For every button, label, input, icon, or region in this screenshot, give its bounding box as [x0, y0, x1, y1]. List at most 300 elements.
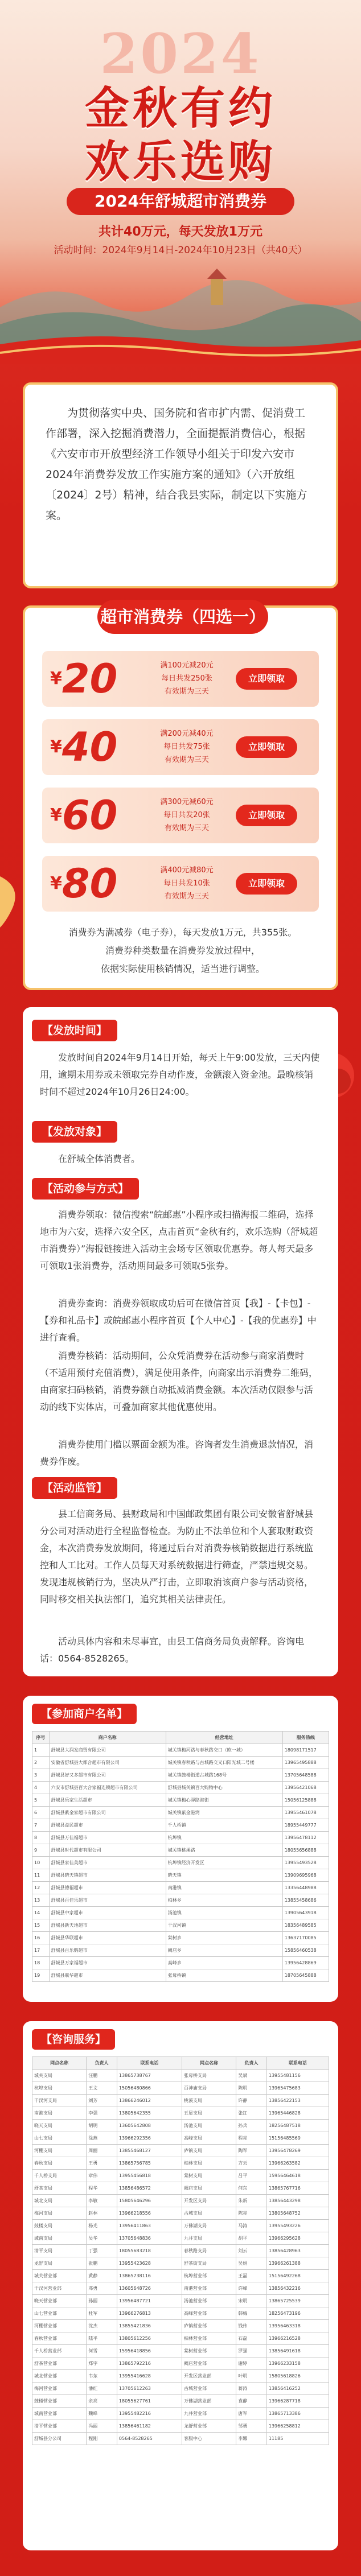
table-cell: 开发区支局 [182, 2195, 236, 2207]
table-cell: 何雪 [87, 2345, 117, 2357]
column-header: 经营地址 [166, 1732, 282, 1744]
table-cell: 万佛湖支局 [182, 2220, 236, 2232]
table-row [32, 2245, 329, 2257]
table-cell: 15956418856 [117, 2345, 182, 2357]
table-cell: 晓天支局 [32, 2120, 87, 2132]
table-cell: 13856422153 [266, 2095, 329, 2107]
table-cell: 6 [32, 1807, 50, 1819]
table-cell: 六安市舒城县百大合家福连锁超市有限公司 [49, 1782, 166, 1794]
table-cell: 五显支局 [182, 2107, 236, 2120]
table-cell: 韦东 [87, 2370, 117, 2383]
table-cell: 山七营业部 [32, 2307, 87, 2320]
table-cell: 唐军 [236, 2408, 267, 2420]
currency-symbol: ¥ [50, 669, 62, 689]
table-cell: 宋明 [236, 2295, 267, 2307]
table-cell: 17 [32, 1944, 50, 1957]
table-cell: 舒城县中家超市 [49, 1907, 166, 1919]
table-cell: 阙店支局 [182, 2182, 236, 2195]
table-row [32, 2107, 329, 2120]
table-cell: 0564-8528265 [117, 2433, 182, 2445]
table-cell: 舒茶街支局 [182, 2257, 236, 2270]
table-cell: 冯丽 [87, 2420, 117, 2433]
table-cell: 干汊河营业部 [32, 2282, 87, 2295]
table-cell: 梅河支局 [32, 2207, 87, 2220]
table-cell: 汪鹏 [87, 2070, 117, 2082]
table-cell: 开发区营业部 [182, 2370, 236, 2383]
table-cell: 干汊河支局 [32, 2095, 87, 2107]
method-heading: 【活动参与方式】 [32, 1178, 139, 1200]
method-text-query: 消费券查询：消费券领取成功后可在微信首页【我】-【卡包】-【券和礼品卡】或皖邮惠小程序首页【个人中心】-【我的优惠券】中进行查看。 [40, 1298, 317, 1343]
table-row [32, 1807, 329, 1819]
table-cell: 舒城县分公司 [32, 2433, 87, 2445]
table-cell: 13909695968 [282, 1869, 329, 1882]
table-cell: 13637170085 [282, 1932, 329, 1944]
table-cell: 13865756785 [117, 2157, 182, 2170]
table-cell: 舒城县益民超市 [49, 1819, 166, 1832]
table-cell: 王文 [87, 2082, 117, 2095]
table-cell: 晓天镇 [166, 1869, 282, 1882]
table-cell: 15156485569 [266, 2132, 329, 2145]
table-cell: 1 [32, 1744, 50, 1757]
table-cell: 程刚 [87, 2433, 117, 2445]
table-cell: 13605648726 [117, 2282, 182, 2295]
table-row [32, 1932, 329, 1944]
table-cell: 杨光 [87, 2220, 117, 2232]
table-cell: 汤池支局 [182, 2120, 236, 2132]
coupon-rules: 满400元减80元 每日共发10张 有效期为三天 [160, 866, 214, 901]
table-cell: 柏林支局 [182, 2157, 236, 2170]
table-cell: 13966292356 [117, 2132, 182, 2145]
table-cell: 8 [32, 1832, 50, 1844]
table-cell: 13966216528 [266, 2332, 329, 2345]
table-cell: 13865738116 [117, 2270, 182, 2282]
table-cell: 梅河营业部 [32, 2383, 87, 2395]
table-cell: 杭埠镇经济开发区 [166, 1857, 282, 1869]
coupon-amount: ¥80 [50, 860, 118, 907]
table-cell: 韩梅 [236, 2307, 267, 2320]
intro-card [23, 382, 338, 588]
table-cell: 春秋营业部 [32, 2332, 87, 2345]
table-row [32, 2095, 329, 2107]
table-cell: 13966287718 [266, 2395, 329, 2408]
table-row [32, 2082, 329, 2095]
table-cell: 舒城县晓天镇超市 [49, 1869, 166, 1882]
table-cell: 13966258812 [266, 2420, 329, 2433]
table-cell: 13805648752 [266, 2207, 329, 2220]
hero-slogan: 共计40万元，每天发放1万元 [99, 225, 262, 239]
table-cell: 李娜 [236, 2433, 267, 2445]
coupon-amount: ¥20 [50, 656, 118, 702]
table-cell: 潘红 [87, 2383, 117, 2395]
table-cell: 郑宇 [87, 2357, 117, 2370]
table-cell: 九井支局 [182, 2232, 236, 2245]
hero-title-line2: 欢乐选购 [84, 136, 276, 188]
table-cell: 庐镇营业部 [182, 2320, 236, 2332]
table-row [32, 2345, 329, 2357]
gold-ribbon-left [0, 865, 25, 933]
table-cell: 9 [32, 1844, 50, 1857]
table-cell: 南港支局 [32, 2107, 87, 2120]
table-cell: 谢婷 [236, 2357, 267, 2370]
table-cell: 古城支局 [182, 2207, 236, 2220]
table-cell: 18256473196 [266, 2307, 329, 2320]
table-cell: 13955493528 [282, 1857, 329, 1869]
table-cell: 李敏 [87, 2195, 117, 2207]
table-row [32, 2220, 329, 2232]
coupon-item [42, 651, 319, 707]
table-row [32, 2332, 329, 2345]
table-cell: 15056125888 [282, 1794, 329, 1807]
table-cell: 城南营业部 [32, 2408, 87, 2420]
table-cell: 高峰乡 [166, 1957, 282, 1969]
table-cell: 城关镇桃溪路 [166, 1844, 282, 1857]
table-row [32, 1857, 329, 1869]
table-row [32, 2195, 329, 2207]
hero-year: 2024 [100, 22, 261, 86]
coupon-amount: ¥40 [50, 724, 118, 770]
table-cell: 黄静 [87, 2270, 117, 2282]
table-cell: 钱伟 [236, 2320, 267, 2332]
coupon-item [42, 788, 319, 843]
table-cell: 13965475683 [266, 2082, 329, 2095]
table-cell: 13865725539 [266, 2295, 329, 2307]
table-cell: 许静 [236, 2095, 267, 2107]
intro-text: 为贯彻落实中央、国务院和省市扩内需、促消费工作部署，深入挖掘消费潜力，全面提振消费信心，根据《六安市市开放型经济工作领导小组关于印发六安市2024年消费券发放工作实施方案的通知》（六开放组〔2024〕2号）精神，结合我县实际，制定以下实施方案。 [46, 407, 307, 522]
table-cell: 城关镇梅心驿路港街 [166, 1794, 282, 1807]
table-row [32, 2070, 329, 2082]
table-row [32, 1744, 329, 1757]
table-cell: 陈明 [236, 2082, 267, 2095]
table-cell: 13705648836 [117, 2232, 182, 2245]
table-row [32, 2383, 329, 2395]
currency-symbol: ¥ [50, 737, 62, 757]
table-row [32, 2282, 329, 2295]
table-cell: 蒋涛 [236, 2383, 267, 2395]
table-cell: 柏林营业部 [182, 2332, 236, 2345]
merchant-heading: 【参加商户名单】 [32, 1704, 137, 1724]
table-cell: 城关镇春秋路与古城路交叉口阳光城二号楼 [166, 1757, 282, 1769]
table-cell: 13856443298 [266, 2195, 329, 2207]
column-header: 联系电话 [117, 2057, 182, 2070]
claim-button[interactable]: 立即领取 [236, 873, 297, 895]
table-cell: 舒城县新天地超市 [49, 1919, 166, 1932]
table-cell: 陈亮 [236, 2207, 267, 2220]
table-cell: 13966276813 [117, 2307, 182, 2320]
table-cell: 刘云 [236, 2245, 267, 2257]
table-cell: 舒城县百佳乐超市 [49, 1894, 166, 1907]
table-cell: 南港镇 [166, 1882, 282, 1894]
table-cell: 13865738767 [117, 2070, 182, 2082]
table-cell: 18055627761 [117, 2395, 182, 2408]
table-cell: 18 [32, 1957, 50, 1969]
table-cell: 客服中心 [182, 2433, 236, 2445]
column-header: 网点名称 [32, 2057, 87, 2070]
table-row [32, 1819, 329, 1832]
table-cell: 15 [32, 1919, 50, 1932]
table-cell: 棠树乡 [166, 1932, 282, 1944]
table-cell: 7 [32, 1819, 50, 1832]
table-cell: 12 [32, 1882, 50, 1894]
table-cell: 程华 [87, 2182, 117, 2195]
column-header: 联系电话 [266, 2057, 329, 2070]
service-heading: 【咨询服务】 [32, 2029, 115, 2050]
table-cell: 18955449777 [282, 1819, 329, 1832]
table-cell: 15805618826 [266, 2370, 329, 2383]
table-cell: 袁静 [236, 2395, 267, 2408]
column-header: 序号 [32, 1732, 50, 1744]
table-row [32, 1944, 329, 1957]
table-cell: 19 [32, 1969, 50, 1982]
table-cell: 杭埠营业部 [182, 2270, 236, 2282]
table-cell: 13855468127 [117, 2145, 182, 2157]
table-cell: 15956464618 [266, 2170, 329, 2182]
table-cell: 河棚支局 [32, 2145, 87, 2157]
coupon-rules: 满100元减20元 每日共发250张 有效期为三天 [160, 661, 214, 696]
method-text-claim: 消费券领取：微信搜索“皖邮惠”小程序或扫描海报二维码，选择地市为六安，选择六安全区，点击首页“金秋有约，欢乐选购（舒城超市消费券）”海报链接进入活动主会场专区领取优惠券。每人每天最多可领取1张消费券，活动期间最多可领取5张券。 [40, 1209, 318, 1271]
merchant-table [32, 1731, 329, 1982]
table-cell: 古城营业部 [182, 2383, 236, 2395]
table-cell: 吕平 [236, 2170, 267, 2182]
table-row [32, 1969, 329, 1982]
table-cell: 清平营业部 [32, 2420, 87, 2433]
table-cell: 18098171517 [282, 1744, 329, 1757]
table-cell: 13856491618 [266, 2345, 329, 2357]
table-row [32, 2370, 329, 2383]
table-cell: 13955493226 [266, 2220, 329, 2232]
table-cell: 2 [32, 1757, 50, 1769]
table-cell: 舒城县乐家生活超市 [49, 1794, 166, 1807]
table-cell: 13856416252 [266, 2383, 329, 2395]
hero-banner [0, 0, 361, 364]
table-cell: 山七支局 [32, 2132, 87, 2145]
service-card [23, 2021, 338, 2550]
table-cell: 章伟 [87, 2170, 117, 2182]
table-cell: 13965495888 [282, 1757, 329, 1769]
table-cell: 胡平 [236, 2232, 267, 2245]
table-cell: 龙舒营业部 [182, 2420, 236, 2433]
table-cell: 吴华 [87, 2232, 117, 2245]
table-cell: 舒城县华联超市 [49, 1932, 166, 1944]
table-row [32, 1769, 329, 1782]
table-cell: 18055683218 [117, 2245, 182, 2257]
target-text: 在舒城全体消费者。 [58, 1153, 141, 1164]
table-cell: 13865767716 [266, 2182, 329, 2195]
table-row [32, 2232, 329, 2245]
table-cell: 13805612256 [117, 2332, 182, 2345]
table-cell: 舒城县大润发商贸有限公司 [49, 1744, 166, 1757]
hero-subtitle: 2024年舒城超市消费券 [67, 188, 294, 215]
table-row [32, 1757, 329, 1769]
table-cell: 春秋支局 [32, 2157, 87, 2170]
table-cell: 13956421068 [282, 1782, 329, 1794]
table-cell: 13905643918 [282, 1907, 329, 1919]
claim-button[interactable]: 立即领取 [236, 736, 297, 758]
table-cell: 百神庙支局 [182, 2082, 236, 2095]
table-cell: 16 [32, 1932, 50, 1944]
supervise-text: 县工信商务局、县财政局和中国邮政集团有限公司安徽省舒城县分公司对活动进行全程监督检查。为防止不法单位和个人套取财政资金，本次消费券发放期间，将通过后台对消费券核销数据进行系统监控和人工比对。工作人员每天对系统数据进行筛查，严禁违规交易。发现违规核销行为，坚决从严打击，立即取消该商户参与活动资格，同时移交相关执法部门，追究其相关法律责任。 [40, 1508, 314, 1605]
table-cell: 万佛湖营业部 [182, 2395, 236, 2408]
table-cell: 河棚营业部 [32, 2320, 87, 2332]
table-cell: 13956411863 [117, 2220, 182, 2232]
method-text-threshold: 消费券使用门槛以票面金额为准。咨询者发生消费退款情况，消费券作废。 [40, 1439, 314, 1467]
table-cell: 13956428869 [282, 1957, 329, 1969]
table-cell: 舒城县好又多超市有限公司 [49, 1769, 166, 1782]
table-cell: 13966233158 [266, 2357, 329, 2370]
table-cell: 龙舒支局 [32, 2257, 87, 2270]
table-cell: 13955456818 [117, 2170, 182, 2182]
table-cell: 柏林乡 [166, 1894, 282, 1907]
table-row [32, 1907, 329, 1919]
table-cell: 城北支局 [32, 2195, 87, 2207]
table-cell: 棠树支局 [182, 2170, 236, 2182]
table-cell: 城南支局 [32, 2232, 87, 2245]
table-cell: 千人桥营业部 [32, 2345, 87, 2357]
table-cell: 城北营业部 [32, 2370, 87, 2383]
table-cell: 春秋路支局 [182, 2245, 236, 2257]
table-cell: 王磊 [236, 2270, 267, 2282]
currency-symbol: ¥ [50, 873, 62, 893]
table-row [32, 1919, 329, 1932]
table-cell: 13805642355 [117, 2107, 182, 2120]
table-cell: 13966218556 [117, 2207, 182, 2220]
table-cell: 杜军 [87, 2307, 117, 2320]
target-heading: 【发放对象】 [32, 1121, 117, 1143]
service-table [32, 2056, 329, 2445]
table-row [32, 2132, 329, 2145]
table-cell: 张母桥支局 [182, 2070, 236, 2082]
table-cell: 阙店营业部 [182, 2357, 236, 2370]
table-row [32, 1794, 329, 1807]
table-row [32, 2420, 329, 2433]
table-cell: 13856428963 [266, 2245, 329, 2257]
table-cell: 舒城县联华超市 [49, 1969, 166, 1982]
table-cell: 吴娟 [236, 2257, 267, 2270]
table-cell: 魏峰 [87, 2408, 117, 2420]
table-cell: 千人桥支局 [32, 2170, 87, 2182]
table-cell: 13855458686 [282, 1894, 329, 1907]
table-cell: 13956478112 [282, 1832, 329, 1844]
table-cell: 干汊河镇 [166, 1919, 282, 1932]
table-cell: 王勇 [87, 2157, 117, 2170]
table-cell: 5 [32, 1794, 50, 1807]
table-cell: 13856461182 [117, 2420, 182, 2433]
table-row [32, 2182, 329, 2195]
merchant-list-card [23, 1696, 338, 2002]
table-cell: 13865713386 [266, 2408, 329, 2420]
table-cell: 许峰 [236, 2282, 267, 2295]
table-cell: 叶明 [236, 2370, 267, 2383]
table-cell: 孙兵 [236, 2120, 267, 2132]
supervise-heading: 【活动监管】 [32, 1477, 117, 1499]
table-cell: 高峰营业部 [182, 2307, 236, 2320]
table-cell: 13866246012 [117, 2095, 182, 2107]
table-cell: 舒茶支局 [32, 2182, 87, 2195]
table-cell: 13965446828 [266, 2107, 329, 2120]
coupon-note: 依据实际使用核销情况，适当进行调整。 [100, 963, 265, 974]
table-cell: 汤池镇 [166, 1907, 282, 1919]
table-cell: 安徽省舒城县大都合超市有限公司 [49, 1757, 166, 1769]
table-cell: 余亮 [87, 2395, 117, 2408]
table-cell: 鼓楼营业部 [32, 2395, 87, 2408]
table-cell: 千人桥镇 [166, 1819, 282, 1832]
table-cell: 13856432216 [266, 2282, 329, 2295]
coupon-section-title: 超市消费券（四选一） [97, 600, 268, 634]
table-cell: 陶军 [236, 2145, 267, 2157]
table-cell: 城关镇紫金港湾 [166, 1807, 282, 1819]
table-cell: 舒城县德福超市 [49, 1882, 166, 1894]
column-header: 商户名称 [49, 1732, 166, 1744]
table-row [32, 2307, 329, 2320]
contact-text: 活动具体内容和未尽事宜，由县工信商务局负责解释。咨询电话：0564-8528265。 [40, 1636, 305, 1664]
claim-button[interactable]: 立即领取 [236, 805, 297, 826]
table-cell: 舒茶营业部 [32, 2357, 87, 2370]
table-cell: 18356489585 [282, 1919, 329, 1932]
table-cell: 程亮 [236, 2132, 267, 2145]
table-row [32, 2295, 329, 2307]
coupon-rules: 满200元减40元 每日共发75张 有效期为三天 [160, 729, 214, 764]
table-cell: 方云 [236, 2157, 267, 2170]
table-cell: 18055656888 [282, 1844, 329, 1857]
table-row [32, 2145, 329, 2157]
table-cell: 舒城县万佳福超市 [49, 1832, 166, 1844]
table-cell: 南港营业部 [182, 2282, 236, 2295]
table-cell: 舒城县时代超市有限公司 [49, 1844, 166, 1857]
time-heading: 【发放时间】 [32, 1020, 117, 1041]
table-cell: 桃溪支局 [182, 2095, 236, 2107]
table-cell: 城关镇梅河路与春秋路交口（欧一城） [166, 1744, 282, 1757]
table-cell: 3 [32, 1769, 50, 1782]
table-cell: 13955481156 [266, 2070, 329, 2082]
table-cell: 徐燕 [87, 2132, 117, 2145]
table-cell: 罗强 [236, 2345, 267, 2357]
table-cell: 4 [32, 1782, 50, 1794]
table-cell: 孙丽 [87, 2295, 117, 2307]
table-cell: 邹勇 [236, 2420, 267, 2433]
table-row [32, 1882, 329, 1894]
table-cell: 13956463318 [266, 2320, 329, 2332]
table-cell: 13 [32, 1894, 50, 1907]
table-cell: 13955416628 [117, 2370, 182, 2383]
claim-button[interactable]: 立即领取 [236, 668, 297, 690]
table-cell: 13966295628 [266, 2232, 329, 2245]
coupon-note: 消费券为满减券（电子券），每天发放1万元，共355张。 [68, 927, 297, 938]
table-cell: 15805646296 [117, 2195, 182, 2207]
table-cell: 张鹏 [87, 2257, 117, 2270]
table-cell: 汤池营业部 [182, 2295, 236, 2307]
hero-dates: 活动时间：2024年9月14日-2024年10月23日（共40天） [54, 245, 307, 256]
table-cell: 张红 [236, 2107, 267, 2120]
currency-symbol: ¥ [50, 805, 62, 825]
table-cell: 13705648588 [282, 1769, 329, 1782]
table-cell: 13605642808 [117, 2120, 182, 2132]
table-cell: 鼓楼支局 [32, 2220, 87, 2232]
table-row [32, 2157, 329, 2170]
coupon-item [42, 719, 319, 775]
table-cell: 13955423628 [117, 2257, 182, 2270]
table-cell: 13956478269 [266, 2145, 329, 2157]
table-cell: 13955482216 [117, 2408, 182, 2420]
table-row [32, 2170, 329, 2182]
table-header-row [32, 1732, 329, 1744]
table-cell: 18705645888 [282, 1969, 329, 1982]
method-text-redeem: 消费券核销：活动期间，公众凭消费券在活动参与商家消费时（不适用预付充值消费），满足使用条件，向商家出示消费券二维码，由商家扫码核销，消费券额自动抵减消费金额。本次活动仅限参与活动的线下实体店，可叠加商家其他优惠使用。 [40, 1350, 318, 1412]
table-cell: 13956487721 [117, 2295, 182, 2307]
table-row [32, 1832, 329, 1844]
table-cell: 马涛 [236, 2220, 267, 2232]
table-row [32, 1894, 329, 1907]
column-header: 服务热线 [282, 1732, 329, 1744]
table-cell: 15856460538 [282, 1944, 329, 1957]
